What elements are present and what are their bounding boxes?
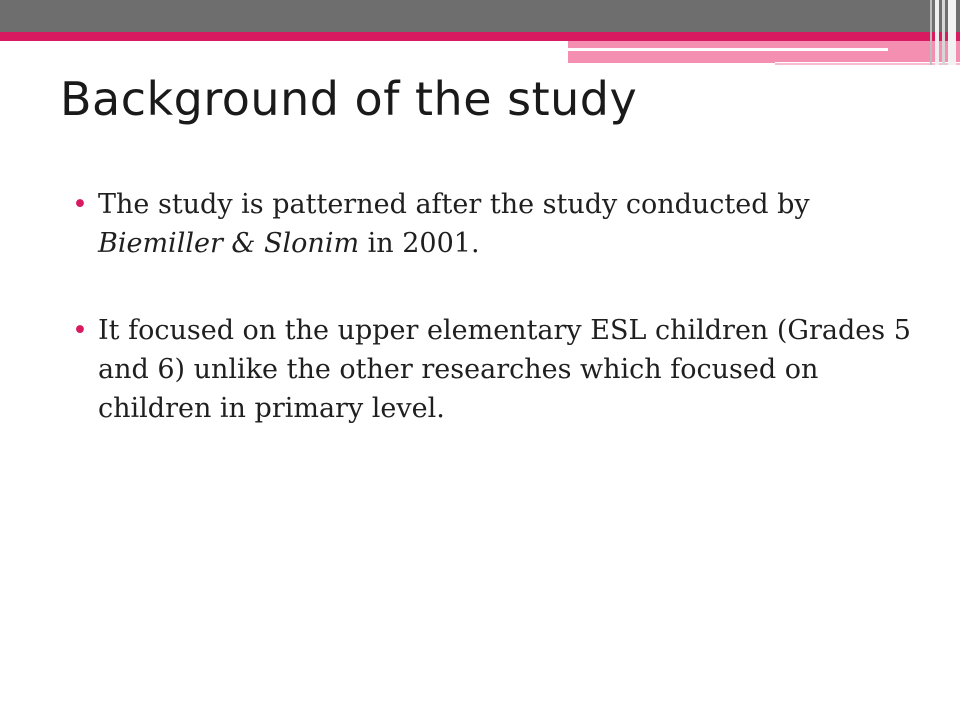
bullet-dot-icon: • — [72, 314, 88, 346]
bullet-emphasis: Biemiller & Slonim — [98, 227, 360, 259]
bullet-list — [72, 186, 912, 476]
header-bar — [930, 0, 932, 65]
header-pink-accent — [568, 41, 960, 63]
header-bar — [935, 0, 939, 65]
bullet-item — [72, 312, 912, 429]
bullet-text-end: in 2001. — [359, 227, 480, 259]
header-gray-bar — [0, 0, 960, 32]
bullet-text: The study is patterned after the study conducted by — [98, 189, 810, 220]
header-bar — [942, 0, 945, 65]
bullet-dot-icon: • — [72, 189, 88, 220]
bullet-item — [72, 186, 912, 264]
header-right-bars — [930, 0, 960, 65]
slide-title: Background of the study — [60, 72, 638, 126]
header-white-stripe — [568, 48, 888, 51]
header-bar — [948, 0, 956, 65]
bullet-text: It focused on the upper elementary ESL children (Grades 5 and 6) unlike the other researches which focused on children in primary level. — [98, 314, 911, 424]
header-pink-line — [0, 32, 960, 41]
